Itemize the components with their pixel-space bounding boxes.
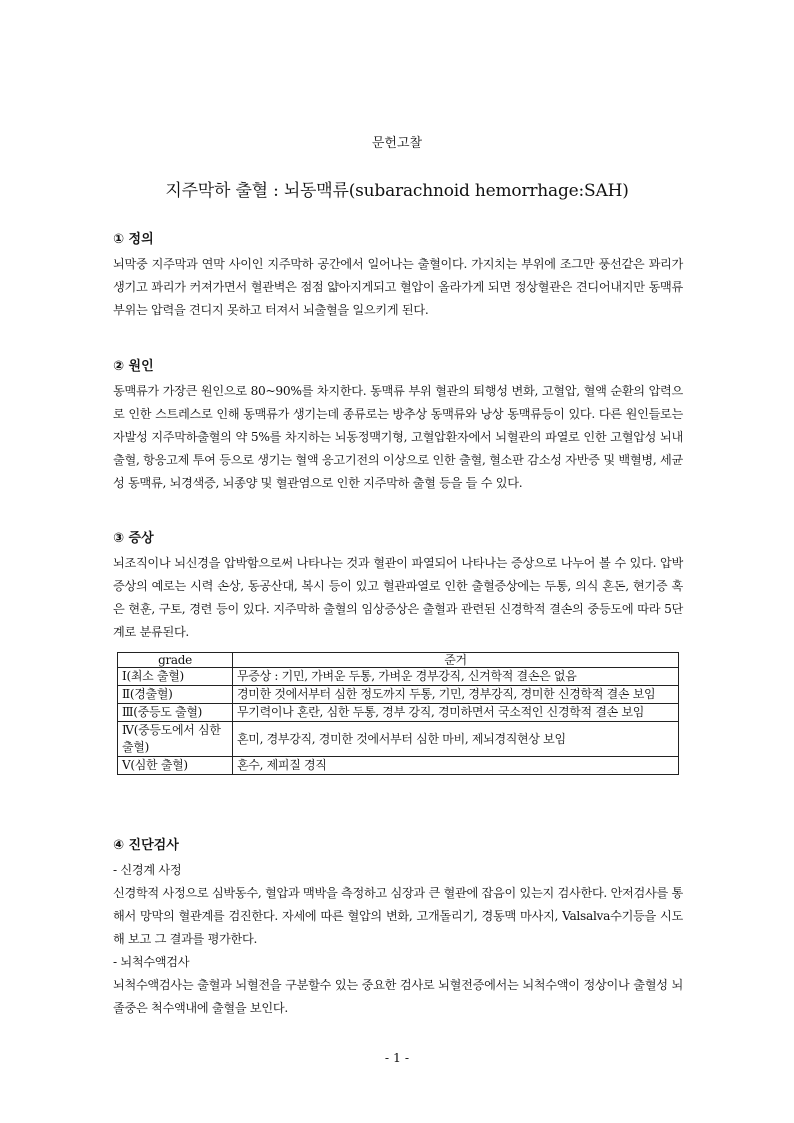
section-heading: ④ 진단검사 [113, 838, 179, 853]
section-paragraph: 뇌막중 지주막과 연막 사이인 지주막하 공간에서 일어나는 출혈이다. 가지치는 부위에 조그만 풍선같은 꽈리가 생기고 꽈리가 커져가면서 혈관벽은 점점 얇아지게되고 혈압이 올라가게 되면 정상혈관은 견디어내지만 동맥류 부위는 압력을 견디지 못하고 터져서 뇌출혈을 일으키게 된다. [113, 257, 683, 317]
section-diagnostic-tests [113, 834, 683, 1020]
grade-table [117, 652, 679, 775]
table-cell-grade: Ⅳ(중등도에서 심한 출혈) [118, 722, 233, 757]
table-row [118, 704, 679, 722]
table-cell-criteria: 무기력이나 혼란, 심한 두통, 경부 강직, 경미하면서 국소적인 신경학적 결손 보임 [233, 704, 679, 722]
table-cell-grade: Ⅱ(경출혈) [118, 686, 233, 704]
document-header-title: 문헌고찰 [371, 136, 423, 151]
table-cell-grade: Ⅲ(중등도 출혈) [118, 704, 233, 722]
table-header-row [118, 653, 679, 668]
subsection-text: 신경학적 사정으로 심박동수, 혈압과 맥박을 측정하고 심장과 큰 혈관에 잡음이 있는지 검사한다. 안저검사를 통해서 망막의 혈관계를 검진한다. 자세에 따른 혈압의 변화, 고개돌리기, 경동맥 마사지, Valsalva수기등을 시도해 보고 그 결과를 평가한다. [113, 886, 683, 946]
page-number: - 1 - [384, 1050, 410, 1065]
section-paragraph: 동맥류가 가장큰 원인으로 80~90%를 차지한다. 동맥류 부위 혈관의 퇴행성 변화, 고혈압, 혈액 순환의 압력으로 인한 스트레스로 인해 동맥류가 생기는데 종류로는 방추상 동맥류와 낭상 동맥류등이 있다. 다른 원인들로는 자발성 지주막하출혈의 약 5%를 차지하는 뇌동정맥기형, 고혈압환자에서 뇌혈관의 파열로 인한 고혈압성 뇌내출혈, 항응고제 투여 등으로 생기는 혈액 응고기전의 이상으로 인한 출혈, 혈소판 감소성 자반증 및 백혈병, 세균성 동맥류, 뇌경색증, 뇌종양 및 혈관염으로 인한 지주막하 출혈 등을 들 수 있다. [113, 384, 683, 490]
section-cause [113, 355, 683, 495]
table-cell-grade: Ⅴ(심한 출혈) [118, 757, 233, 775]
table-cell-criteria: 경미한 것에서부터 심한 정도까지 두통, 기민, 경부강직, 경미한 신경학적 결손 보임 [233, 686, 679, 704]
table-row [118, 722, 679, 757]
section-heading: ② 원인 [113, 359, 154, 374]
table-header-cell: 준거 [233, 653, 679, 668]
section-paragraph: 뇌조직이나 뇌신경을 압박함으로써 나타나는 것과 혈관이 파열되어 나타나는 증상으로 나누어 볼 수 있다. 압박증상의 예로는 시력 손상, 동공산대, 복시 등이 있고 혈관파열로 인한 출혈증상에는 두통, 의식 혼돈, 현기증 혹은 현훈, 구토, 경련 등이 있다. 지주막하 출혈의 임상증상은 출혈과 관련된 신경학적 결손의 중등도에 따라 5단계로 분류된다. [113, 556, 683, 639]
section-symptoms [113, 527, 683, 775]
table-row [118, 668, 679, 686]
section-heading: ① 정의 [113, 232, 154, 247]
table-row [118, 757, 679, 775]
subsection-title: - 뇌척수액검사 [113, 955, 190, 969]
table-cell-criteria: 혼미, 경부강직, 경미한 것에서부터 심한 마비, 제뇌경직현상 보임 [233, 722, 679, 757]
subsection-title: - 신경계 사정 [113, 863, 182, 877]
table-cell-grade: Ⅰ(최소 출혈) [118, 668, 233, 686]
table-row [118, 686, 679, 704]
section-heading: ③ 증상 [113, 531, 154, 546]
table-cell-criteria: 무증상 : 기민, 가벼운 두통, 가벼운 경부강직, 신겨학적 결손은 없음 [233, 668, 679, 686]
subsection-text: 뇌척수액검사는 출혈과 뇌혈전을 구분할수 있는 중요한 검사로 뇌혈전증에서는 뇌척수액이 정상이나 출혈성 뇌졸중은 척수액내에 출혈을 보인다. [113, 978, 683, 1015]
table-header-cell: grade [118, 653, 233, 668]
table-cell-criteria: 혼수, 제피질 경직 [233, 757, 679, 775]
section-definition [113, 228, 683, 322]
main-title: 지주막하 출혈 : 뇌동맥류(subarachnoid hemorrhage:SAH) [165, 181, 629, 201]
